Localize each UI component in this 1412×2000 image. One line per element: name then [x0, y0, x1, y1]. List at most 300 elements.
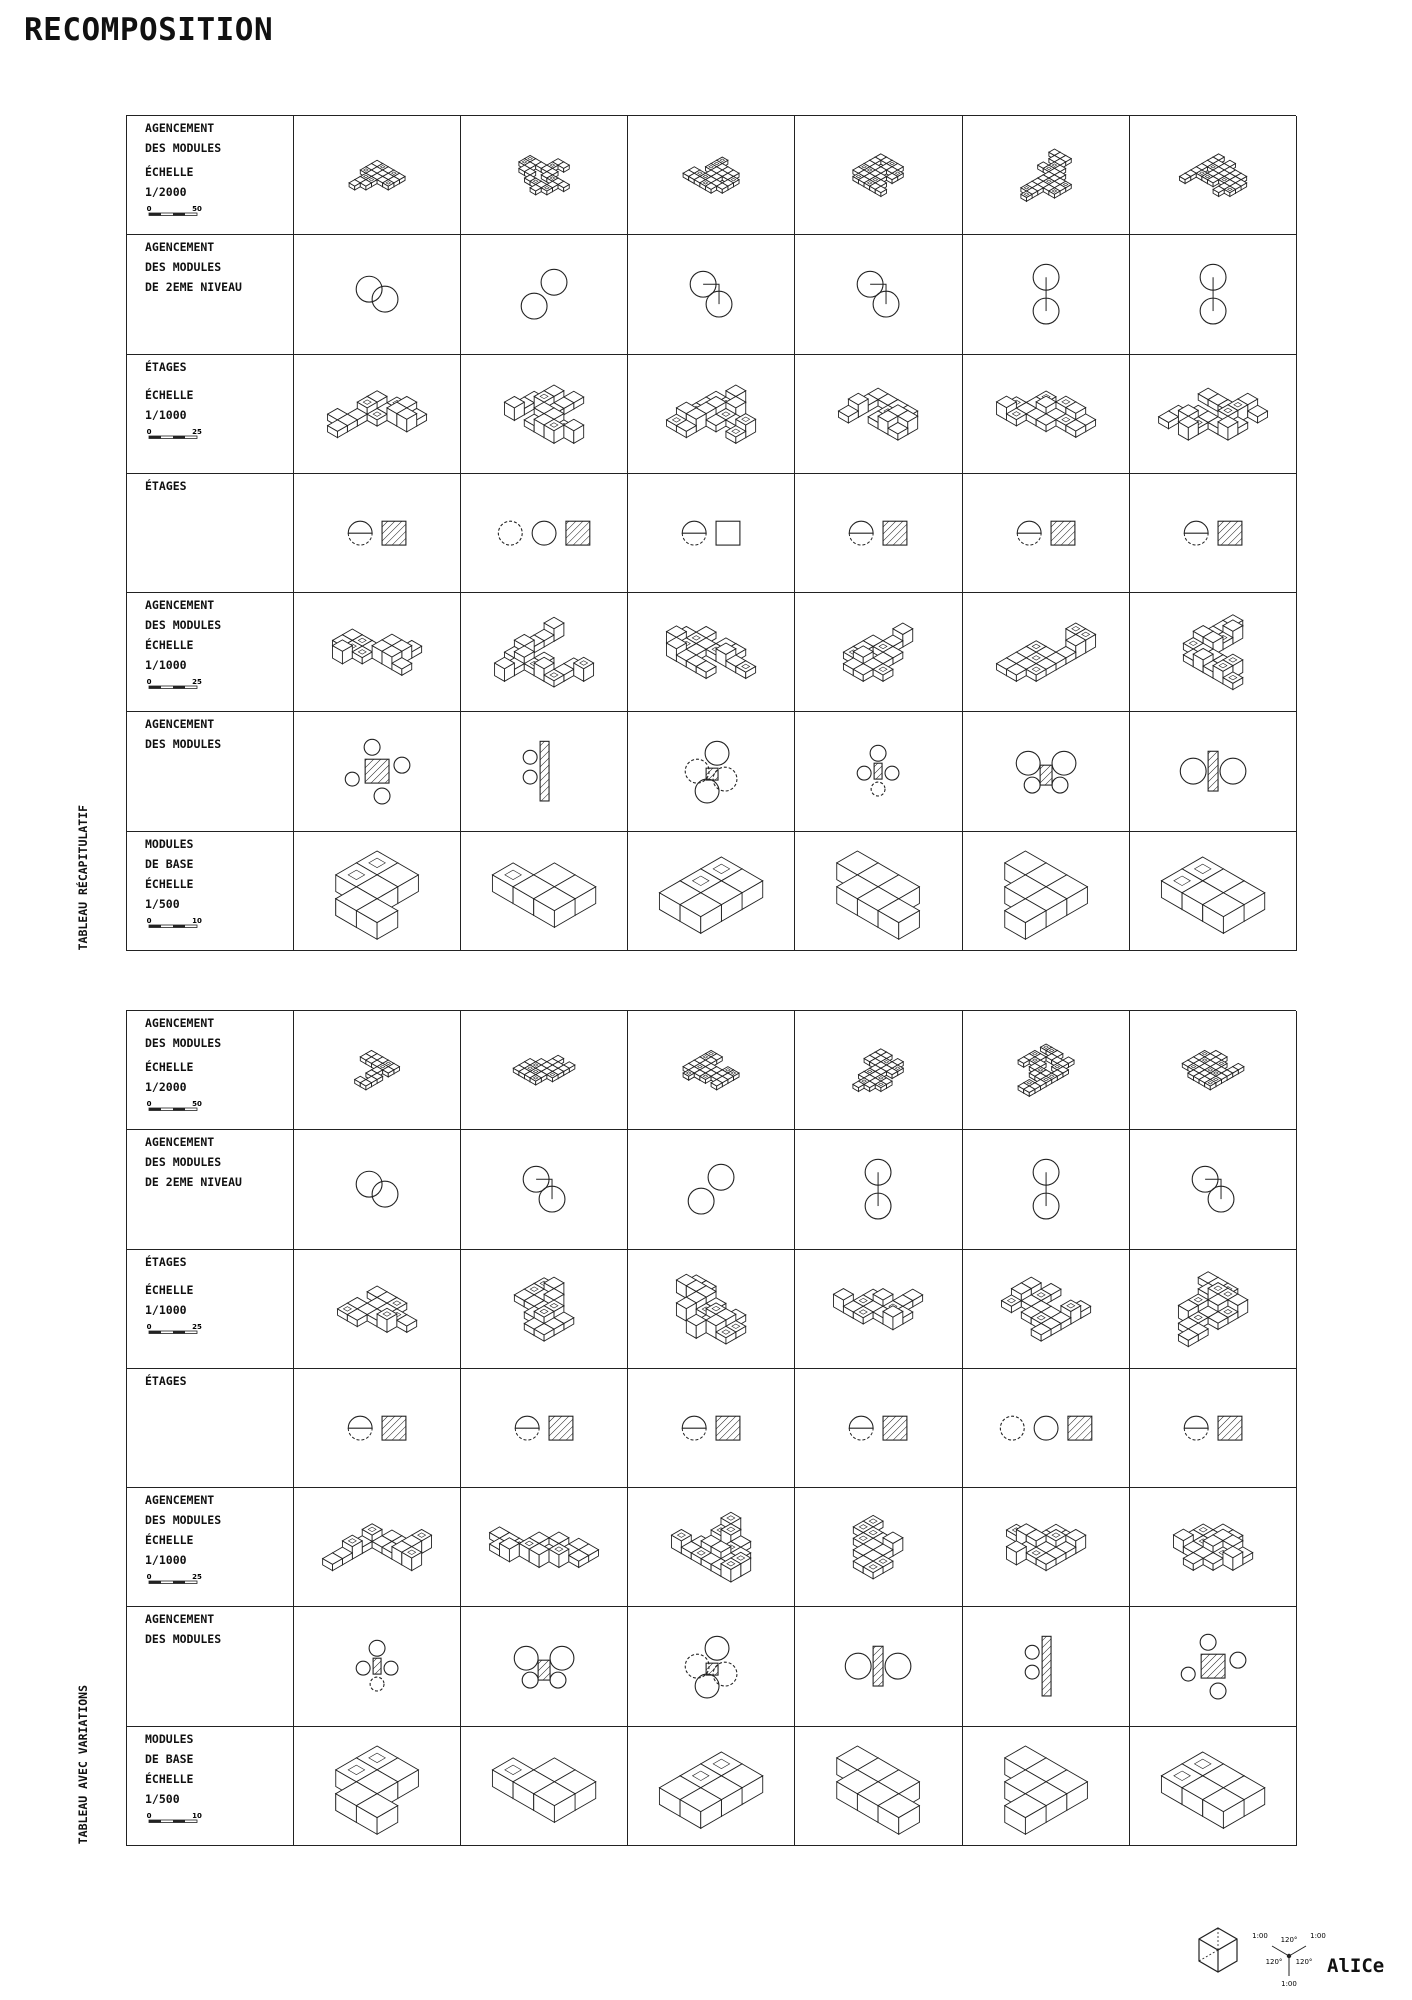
- iso-small-figure: [963, 116, 1129, 234]
- iso-block: [1218, 416, 1238, 440]
- side-label-recapitulatif: TABLEAU RÉCAPITULATIF: [76, 805, 90, 951]
- figure-cell: [461, 1250, 628, 1369]
- hatched-module: [365, 760, 389, 784]
- row-label-line: MODULES: [145, 836, 194, 851]
- figure-cell: [1130, 832, 1297, 951]
- figure-cell: [628, 1488, 795, 1607]
- iso-blocks: [996, 391, 1095, 437]
- angle-left-label: 120°: [1265, 1958, 1283, 1966]
- iso-blocks: [328, 390, 427, 437]
- figure-cell: [294, 712, 461, 831]
- figure-cell: [1130, 116, 1297, 235]
- circle-symbol: [1220, 759, 1246, 785]
- row-label: [127, 1130, 294, 1249]
- circle-symbol: [522, 1673, 538, 1689]
- symbols-figure: [1130, 1369, 1296, 1487]
- circle-symbol: [846, 1654, 872, 1680]
- ratio-right-label: 1:00: [1310, 1932, 1326, 1940]
- row-label-line: AGENCEMENT: [145, 717, 215, 732]
- iso-small-figure: [294, 116, 460, 234]
- hatched-square-symbol: [1218, 521, 1242, 545]
- circle-symbol: [1052, 752, 1076, 776]
- isometric-axes-diagram: [1250, 1928, 1328, 1988]
- row-label-line: ÉCHELLE: [145, 387, 194, 402]
- scale-start: 0: [146, 1811, 152, 1820]
- iso-blocks: [996, 623, 1095, 681]
- clusters-figure: [795, 1607, 961, 1725]
- iso-block: [505, 396, 525, 420]
- row-label-line: DE BASE: [145, 1751, 194, 1766]
- iso-block: [883, 1305, 903, 1329]
- circle-symbol: [356, 277, 382, 303]
- scale-bar: [145, 916, 205, 930]
- row-label: [127, 1727, 294, 1846]
- figure-cell: [461, 1011, 628, 1130]
- circle-symbol: [550, 1673, 566, 1689]
- iso-block: [564, 419, 584, 443]
- iso-blocks: [1179, 154, 1246, 197]
- table-recapitulatif: [126, 115, 1296, 951]
- hatched-module: [706, 1664, 718, 1676]
- iso-blocks: [660, 857, 763, 933]
- figure-cell: [294, 1727, 461, 1846]
- figure-cell: [1130, 1250, 1297, 1369]
- iso-blocks: [1161, 1752, 1264, 1828]
- figure-cell: [795, 1369, 962, 1488]
- figure-cell: [628, 1369, 795, 1488]
- circle-symbol: [550, 1647, 574, 1671]
- figure-cell: [963, 474, 1130, 593]
- scale-start: 0: [146, 678, 152, 687]
- half-circle-symbol: [348, 521, 372, 545]
- row-label-line: DES MODULES: [145, 1155, 222, 1170]
- iso-large-figure: [461, 593, 627, 711]
- iso-small-figure: [1130, 1011, 1296, 1129]
- half-circle-symbol: [850, 521, 874, 545]
- iso-large-figure: [1130, 1250, 1296, 1368]
- figure-cell: [1130, 1011, 1297, 1130]
- symbols-figure: [294, 474, 460, 592]
- half-circle-symbol: [515, 1416, 539, 1440]
- iso-small-figure: [628, 1011, 794, 1129]
- row-label: [127, 1607, 294, 1726]
- circle-symbol: [364, 740, 380, 756]
- hatched-module: [1040, 766, 1052, 786]
- row-label: [127, 1369, 294, 1488]
- clusters-figure: [294, 712, 460, 830]
- row-label-line: DES MODULES: [145, 141, 222, 155]
- figure-cell: [795, 1607, 962, 1726]
- row-label-line: AGENCEMENT: [145, 598, 215, 613]
- base-figure: [963, 1727, 1129, 1845]
- iso-blocks: [853, 1049, 903, 1092]
- figure-cell: [795, 235, 962, 354]
- figure-cell: [963, 1488, 1130, 1607]
- iso-blocks: [1018, 1044, 1074, 1096]
- iso-blocks: [667, 385, 756, 443]
- iso-large-figure: [628, 593, 794, 711]
- iso-small-figure: [294, 1011, 460, 1129]
- scale-start: 0: [146, 1322, 152, 1331]
- clusters-figure: [1130, 712, 1296, 830]
- iso-large-figure: [795, 355, 961, 473]
- symbols-figure: [628, 1369, 794, 1487]
- circle-symbol: [345, 773, 359, 787]
- base-figure: [294, 832, 460, 950]
- iso-blocks: [853, 154, 903, 197]
- figure-cell: [963, 1607, 1130, 1726]
- row-label-line: ÉCHELLE: [145, 876, 194, 891]
- iso-blocks: [837, 1746, 920, 1834]
- ratio-bottom-label: 1:00: [1281, 1980, 1297, 1988]
- figure-cell: [963, 1130, 1130, 1249]
- iso-block: [529, 1544, 549, 1568]
- circle-symbol: [1210, 1684, 1226, 1700]
- iso-large-figure: [294, 593, 460, 711]
- symbols-figure: [461, 474, 627, 592]
- figure-cell: [628, 235, 795, 354]
- figure-cell: [795, 474, 962, 593]
- row-label-line: ÉTAGES: [145, 478, 187, 493]
- row-label: [127, 712, 294, 831]
- row-label-line: DE 2EME NIVEAU: [145, 1175, 242, 1190]
- row-label-line: DES MODULES: [145, 737, 222, 752]
- figure-cell: [294, 1369, 461, 1488]
- symbols-figure: [963, 474, 1129, 592]
- iso-blocks: [337, 1286, 416, 1332]
- circle-symbol: [541, 270, 567, 296]
- half-circle-symbol: [348, 1416, 372, 1440]
- iso-blocks: [513, 1055, 575, 1085]
- figure-cell: [628, 355, 795, 474]
- iso-blocks: [355, 1050, 400, 1089]
- row-label-line: ÉCHELLE: [145, 165, 194, 179]
- row-label-line: 1/500: [145, 1791, 180, 1806]
- circle-symbol: [374, 789, 390, 805]
- hatched-module: [373, 1659, 381, 1675]
- base-figure: [1130, 832, 1296, 950]
- iso-blocks: [683, 1050, 739, 1089]
- iso-blocks: [837, 851, 920, 939]
- circle-symbol: [1025, 1666, 1039, 1680]
- figure-cell: [628, 712, 795, 831]
- iso-small-figure: [461, 1011, 627, 1129]
- figure-cell: [963, 116, 1130, 235]
- row-label-line: 1/500: [145, 896, 180, 911]
- iso-block: [549, 1544, 569, 1568]
- row-label-line: 1/2000: [145, 1080, 187, 1094]
- scale-end: 25: [192, 1573, 202, 1582]
- circles-pair-figure: [628, 1130, 794, 1248]
- half-circle-symbol: [1184, 521, 1208, 545]
- figure-cell: [461, 1607, 628, 1726]
- row-label: [127, 1488, 294, 1607]
- figure-cell: [294, 1130, 461, 1249]
- clusters-figure: [628, 1607, 794, 1725]
- circles-pair-figure: [795, 235, 961, 353]
- clusters-figure: [1130, 1607, 1296, 1725]
- iso-large-figure: [294, 355, 460, 473]
- circles-pair-figure: [294, 1130, 460, 1248]
- figure-cell: [461, 832, 628, 951]
- iso-block: [402, 1547, 422, 1571]
- iso-blocks: [1004, 851, 1087, 939]
- circle-symbol: [1016, 752, 1040, 776]
- iso-block: [1223, 1546, 1243, 1570]
- iso-large-figure: [963, 355, 1129, 473]
- iso-blocks: [683, 157, 739, 193]
- scale-end: 25: [192, 1322, 202, 1331]
- iso-blocks: [677, 1274, 746, 1344]
- iso-block: [687, 1314, 707, 1338]
- hatched-square-symbol: [549, 1416, 573, 1440]
- figure-cell: [628, 593, 795, 712]
- symbols-figure: [294, 1369, 460, 1487]
- iso-small-figure: [1130, 116, 1296, 234]
- scale-end: 50: [192, 205, 202, 213]
- row-label-line: 1/1000: [145, 1302, 187, 1317]
- circle-symbol: [1025, 1646, 1039, 1660]
- iso-blocks: [660, 1752, 763, 1828]
- figure-cell: [963, 1727, 1130, 1846]
- figure-cell: [795, 1130, 962, 1249]
- table-variations: [126, 1010, 1296, 1846]
- row-label-line: DES MODULES: [145, 260, 222, 275]
- figure-cell: [963, 1369, 1130, 1488]
- angle-top-label: 120°: [1280, 1936, 1298, 1944]
- row-label-line: 1/2000: [145, 185, 187, 199]
- circles-pair-figure: [1130, 235, 1296, 353]
- scale-end: 10: [192, 1811, 202, 1820]
- circles-pair-figure: [628, 235, 794, 353]
- figure-cell: [795, 116, 962, 235]
- clusters-figure: [294, 1607, 460, 1725]
- clusters-figure: [795, 712, 961, 830]
- iso-blocks: [854, 1516, 904, 1579]
- iso-block: [1178, 416, 1198, 440]
- iso-large-figure: [294, 1488, 460, 1606]
- circle-symbol: [532, 521, 556, 545]
- figure-cell: [294, 1011, 461, 1130]
- circle-symbol: [514, 1647, 538, 1671]
- symbols-figure: [795, 1369, 961, 1487]
- figure-cell: [795, 1250, 962, 1369]
- hatched-square-symbol: [884, 521, 908, 545]
- figure-cell: [963, 235, 1130, 354]
- symbols-figure: [628, 474, 794, 592]
- hatched-square-symbol: [382, 1416, 406, 1440]
- circle-symbol: [523, 771, 537, 785]
- hatched-square-symbol: [382, 521, 406, 545]
- figure-cell: [1130, 1607, 1297, 1726]
- iso-blocks: [515, 1277, 574, 1341]
- figure-cell: [294, 235, 461, 354]
- angle-right-label: 120°: [1295, 1958, 1313, 1966]
- iso-large-figure: [461, 355, 627, 473]
- row-label-line: ÉTAGES: [145, 1254, 187, 1269]
- ratio-left-label: 1:00: [1252, 1932, 1268, 1940]
- row-label-line: 1/1000: [145, 407, 187, 422]
- hatched-module: [874, 1647, 884, 1687]
- scale-start: 0: [146, 1100, 152, 1108]
- figure-cell: [294, 1488, 461, 1607]
- hatched-module: [538, 1661, 550, 1681]
- circle-symbol: [871, 746, 887, 762]
- symbols-figure: [795, 474, 961, 592]
- iso-block: [377, 1308, 397, 1332]
- row-label-line: DES MODULES: [145, 1632, 222, 1647]
- iso-blocks: [1173, 1524, 1252, 1570]
- hatched-square-symbol: [1068, 1416, 1092, 1440]
- half-circle-symbol: [683, 521, 707, 545]
- circle-symbol: [1034, 1416, 1058, 1440]
- iso-block: [495, 657, 515, 681]
- figure-cell: [963, 355, 1130, 474]
- circle-symbol: [886, 767, 900, 781]
- figure-cell: [795, 1011, 962, 1130]
- clusters-figure: [963, 712, 1129, 830]
- row-label-line: 1/1000: [145, 1553, 187, 1568]
- scale-start: 0: [146, 916, 152, 925]
- figure-cell: [294, 1607, 461, 1726]
- figure-cell: [294, 1250, 461, 1369]
- base-figure: [628, 832, 794, 950]
- base-figure: [628, 1727, 794, 1845]
- empty-square-symbol: [716, 521, 740, 545]
- iso-large-figure: [1130, 355, 1296, 473]
- hatched-square-symbol: [1051, 521, 1075, 545]
- figure-cell: [461, 1130, 628, 1249]
- clusters-figure: [628, 712, 794, 830]
- symbols-figure: [963, 1369, 1129, 1487]
- figure-cell: [461, 712, 628, 831]
- row-label-line: AGENCEMENT: [145, 121, 215, 135]
- half-circle-symbol: [1184, 1416, 1208, 1440]
- circle-symbol: [872, 783, 886, 797]
- iso-large-figure: [461, 1250, 627, 1368]
- row-label-line: AGENCEMENT: [145, 1493, 215, 1508]
- circle-symbol: [1181, 1668, 1195, 1682]
- row-label-line: ÉTAGES: [145, 359, 187, 374]
- figure-cell: [1130, 593, 1297, 712]
- row-label-line: DE BASE: [145, 856, 194, 871]
- circle-symbol: [708, 1165, 734, 1191]
- dashed-circle-symbol: [1000, 1416, 1024, 1440]
- scale-bar: [145, 427, 205, 441]
- scale-bar: [145, 677, 205, 691]
- figure-cell: [963, 832, 1130, 951]
- hatched-square-symbol: [1218, 1416, 1242, 1440]
- base-figure: [461, 832, 627, 950]
- row-label-line: ÉTAGES: [145, 1373, 187, 1388]
- iso-blocks: [1006, 1524, 1085, 1571]
- iso-large-figure: [628, 1488, 794, 1606]
- figure-cell: [294, 832, 461, 951]
- figure-cell: [795, 712, 962, 831]
- figure-cell: [461, 1488, 628, 1607]
- figure-cell: [294, 355, 461, 474]
- figure-cell: [628, 1130, 795, 1249]
- base-figure: [461, 1727, 627, 1845]
- figure-cell: [461, 1727, 628, 1846]
- figure-cell: [963, 593, 1130, 712]
- iso-large-figure: [1130, 593, 1296, 711]
- iso-blocks: [493, 863, 596, 927]
- iso-block: [544, 419, 564, 443]
- figure-cell: [1130, 355, 1297, 474]
- iso-large-figure: [963, 1250, 1129, 1368]
- hatched-module: [706, 769, 718, 781]
- iso-blocks: [1158, 388, 1267, 440]
- row-label: [127, 116, 294, 235]
- iso-blocks: [834, 1288, 923, 1329]
- iso-large-figure: [461, 1488, 627, 1606]
- iso-large-figure: [1130, 1488, 1296, 1606]
- iso-blocks: [336, 851, 419, 939]
- circle-symbol: [370, 1678, 384, 1692]
- hatched-module: [875, 764, 883, 780]
- row-label: [127, 355, 294, 474]
- scale-end: 25: [192, 678, 202, 687]
- hatched-square-symbol: [716, 1416, 740, 1440]
- row-label-line: ÉCHELLE: [145, 638, 194, 653]
- base-figure: [963, 832, 1129, 950]
- iso-small-figure: [461, 116, 627, 234]
- iso-blocks: [490, 1527, 599, 1568]
- row-label-line: DES MODULES: [145, 1513, 222, 1528]
- iso-large-figure: [795, 593, 961, 711]
- figure-cell: [294, 116, 461, 235]
- row-label: [127, 832, 294, 951]
- hatched-module: [1208, 752, 1218, 792]
- clusters-figure: [461, 712, 627, 830]
- iso-large-figure: [628, 355, 794, 473]
- iso-blocks: [672, 1512, 751, 1582]
- circles-pair-figure: [294, 235, 460, 353]
- figure-cell: [294, 593, 461, 712]
- circle-symbol: [372, 1181, 398, 1207]
- figure-cell: [795, 832, 962, 951]
- iso-blocks: [1021, 149, 1071, 201]
- figure-cell: [795, 1727, 962, 1846]
- circle-symbol: [1052, 778, 1068, 794]
- iso-large-figure: [963, 593, 1129, 711]
- scale-bar: [145, 1572, 205, 1586]
- iso-blocks: [519, 155, 569, 194]
- scale-start: 0: [146, 1573, 152, 1582]
- figure-cell: [628, 1607, 795, 1726]
- figure-cell: [628, 474, 795, 593]
- figure-cell: [461, 593, 628, 712]
- iso-blocks: [844, 623, 913, 681]
- iso-block: [500, 1538, 520, 1562]
- iso-blocks: [349, 160, 405, 190]
- iso-blocks: [1183, 615, 1242, 690]
- figure-cell: [1130, 712, 1297, 831]
- circle-symbol: [523, 751, 537, 765]
- iso-large-figure: [795, 1488, 961, 1606]
- page-title: RECOMPOSITION: [24, 12, 274, 48]
- iso-large-figure: [963, 1488, 1129, 1606]
- figure-cell: [461, 235, 628, 354]
- hatched-square-symbol: [566, 521, 590, 545]
- half-circle-symbol: [850, 1416, 874, 1440]
- iso-blocks: [493, 1758, 596, 1822]
- figure-cell: [795, 593, 962, 712]
- circle-symbol: [356, 1172, 382, 1198]
- base-figure: [294, 1727, 460, 1845]
- iso-blocks: [495, 617, 594, 687]
